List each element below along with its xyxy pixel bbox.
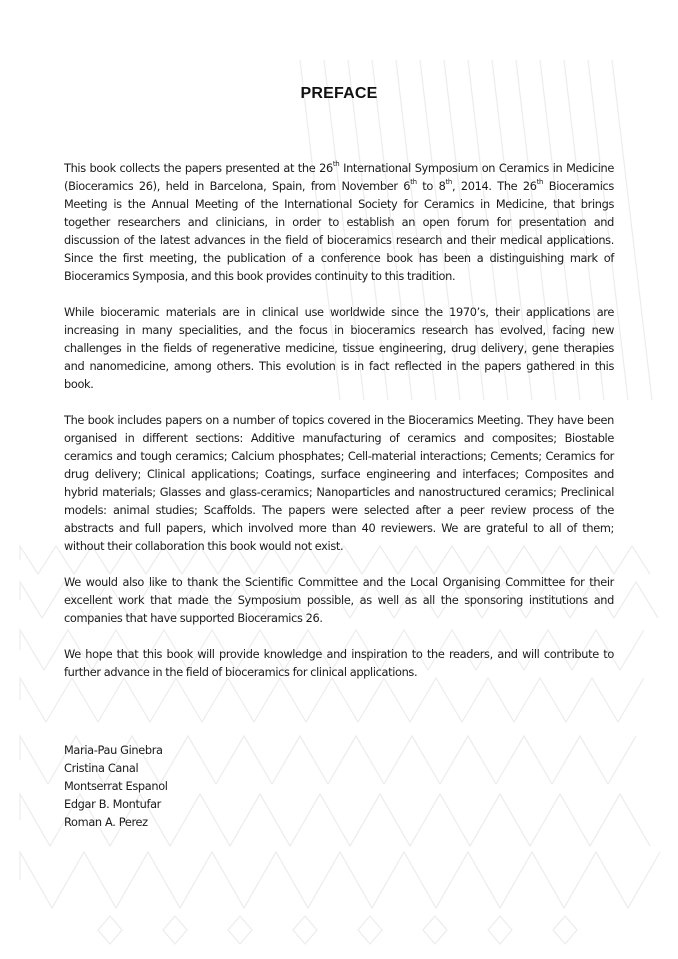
watermark-stroke xyxy=(553,916,577,944)
watermark-stroke xyxy=(98,916,122,944)
watermark-stroke xyxy=(358,916,382,944)
watermark-stroke xyxy=(423,916,447,944)
author-name: Maria-Pau Ginebra xyxy=(64,743,163,757)
watermark-stroke xyxy=(228,916,252,944)
paragraph-closing: We hope that this book will provide knowledge and inspiration to the readers, and will contribute to further advance in the field of bioceramics for clinical applications. xyxy=(64,647,614,679)
watermark-stroke xyxy=(488,916,512,944)
watermark-stroke xyxy=(293,916,317,944)
watermark-stroke xyxy=(20,852,660,908)
paragraph-clinical-use: While bioceramic materials are in clinical use worldwide since the 1970’s, their applications are increasing in many specialities, and the focus in bioceramics research has evolved, facing new challenges in the fields of regenerative medicine, tissue engineering, drug delivery, gene therapies and nanomedicine, among others. This evolution is in fact reflected in the papers gathered in this book. xyxy=(64,305,614,391)
page-title: PREFACE xyxy=(300,85,378,102)
paragraph-acknowledgements: We would also like to thank the Scientific Committee and the Local Organising Committee for their excellent work that made the Symposium possible, as well as all the sponsoring institutions and companies that have supported Bioceramics 26. xyxy=(64,575,614,625)
paragraph-intro: This book collects the papers presented at the 26th International Symposium on Ceramics in Medicine (Bioceramics 26), held in Barcelona, Spain, from November 6th to 8th, 2014. The 26th Bioceramics Meeting is the Annual Meeting of the International Society for Ceramics in Medicine, that brings together researchers and clinicians, in order to establish an open forum for presentation and discussion of the latest advances in the field of bioceramics research and their medical applications. Since the first meeting, the publication of a conference book has been a distinguishing mark of Bioceramics Symposia, and this book provides continuity to this tradition. xyxy=(64,160,614,283)
author-name: Cristina Canal xyxy=(64,761,139,775)
author-name: Edgar B. Montufar xyxy=(64,797,161,811)
author-name: Roman A. Perez xyxy=(64,815,148,829)
watermark-stroke xyxy=(163,916,187,944)
author-name: Montserrat Espanol xyxy=(64,779,168,793)
author-list xyxy=(64,741,364,831)
watermark-stroke xyxy=(612,60,652,400)
paragraph-topics: The book includes papers on a number of topics covered in the Bioceramics Meeting. They have been organised in different sections: Additive manufacturing of ceramics and composites; Biostable ceramics and tough ceramics; Calcium phosphates; Cell-material interactions; Cements; Ceramics for drug delivery; Clinical applications; Coatings, surface engineering and interfaces; Composites and hybrid materials; Glasses and glass-ceramics; Nanoparticles and nanostructured ceramics; Preclinical models: animal studies; Scaffolds. The papers were selected after a peer review process of the abstracts and full papers, which involved more than 40 reviewers. We are grateful to all of them; without their collaboration this book would not exist. xyxy=(64,413,614,553)
preface-body xyxy=(64,159,614,699)
